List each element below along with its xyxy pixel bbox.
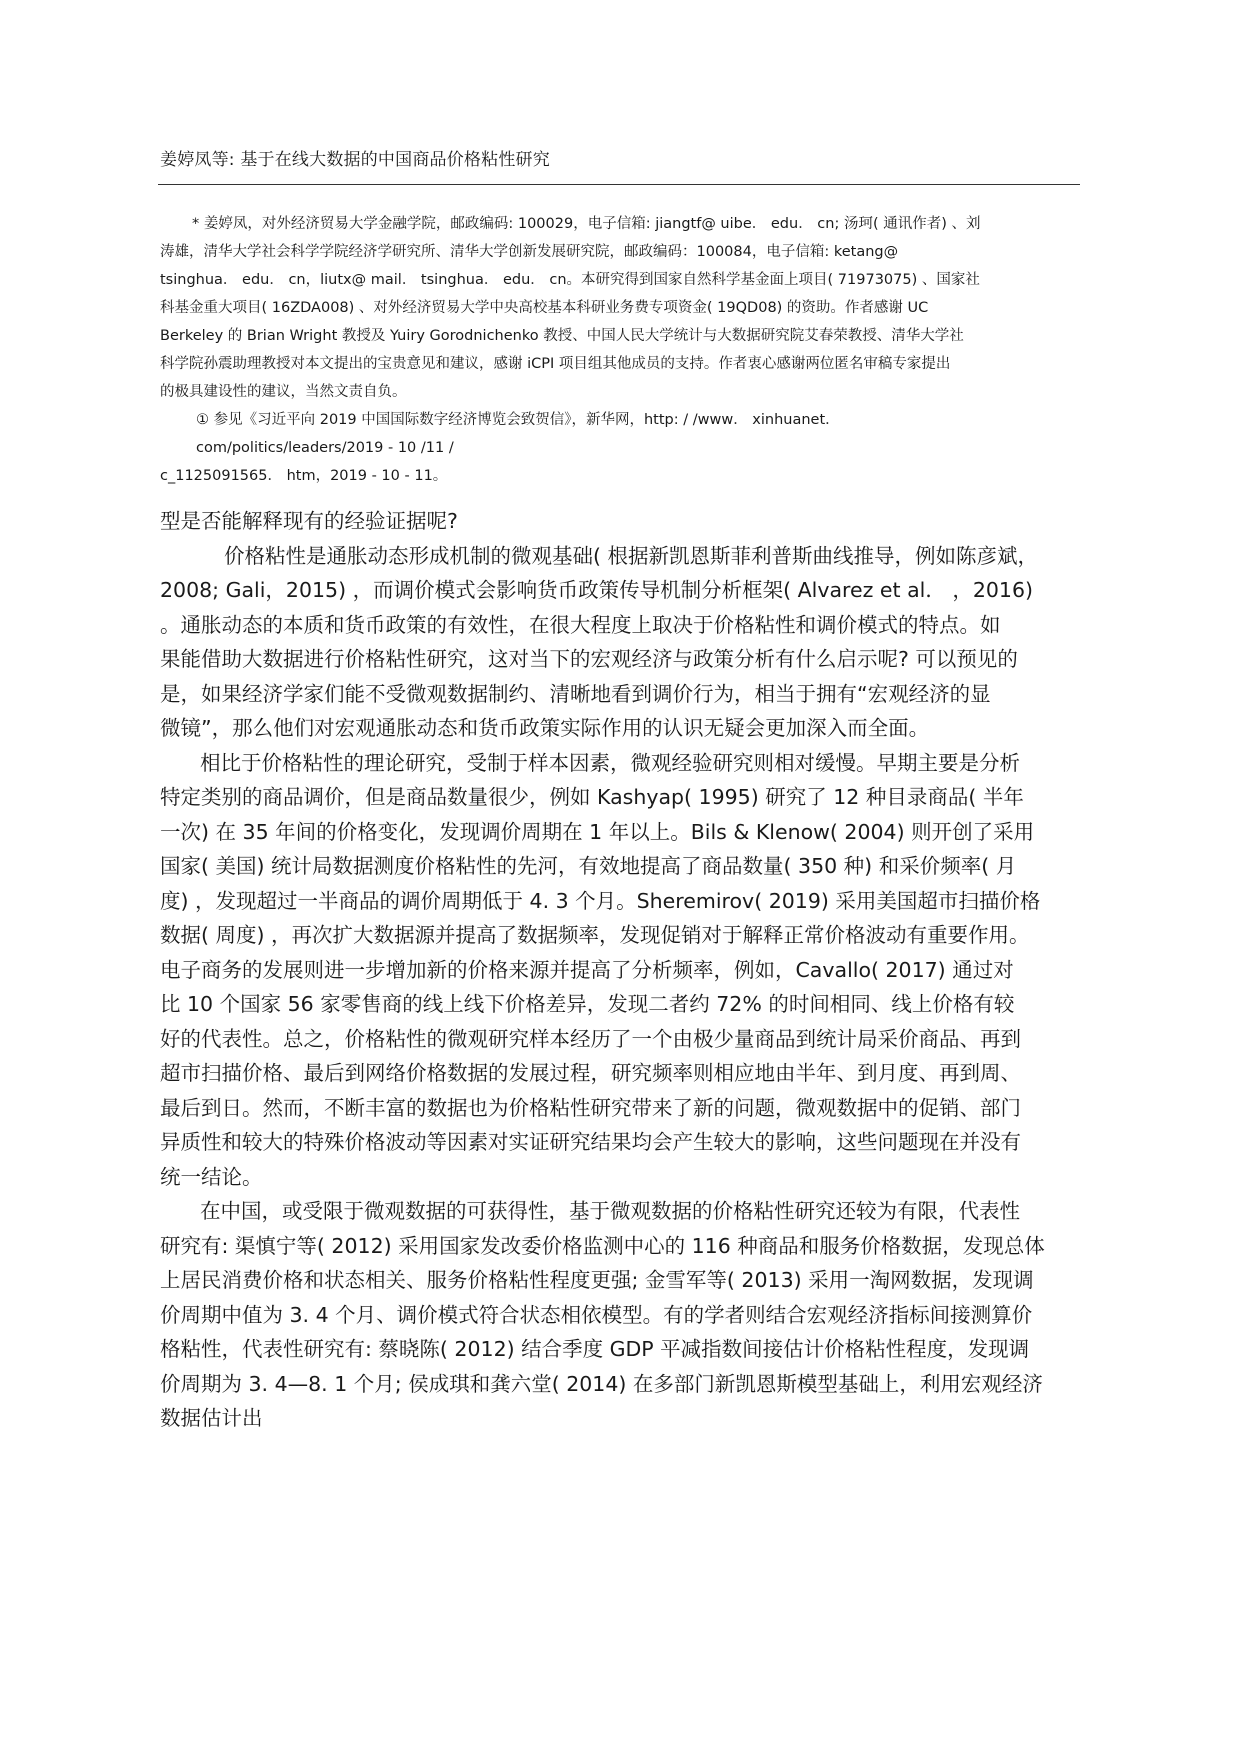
paragraph-line: 相比于价格粘性的理论研究，受制于样本因素，微观经验研究则相对缓慢。早期主要是分析 <box>200 750 1020 775</box>
paragraph-line: 研究有: 渠慎宁等( 2012) 采用国家发改委价格监测中心的 116 种商品和服务价格数据，发现总体 <box>160 1233 1045 1258</box>
paragraph-line: 。通胀动态的本质和货币政策的有效性，在很大程度上取决于价格粘性和调价模式的特点。如 <box>160 612 1001 637</box>
author-note-line: 涛雄，清华大学社会科学学院经济学研究所、清华大学创新发展研究院，邮政编码：100084，电子信箱: ketang@ <box>160 244 899 260</box>
paragraph-line: 上居民消费价格和状态相关、服务价格粘性程度更强; 金雪军等( 2013) 采用一淘网数据，发现调 <box>160 1268 1034 1292</box>
paragraph-line: 数据( 周度) ，再次扩大数据源并提高了数据频率，发现促销对于解释正常价格波动有重要作用。 <box>160 923 1030 947</box>
author-note-line: Berkeley 的 Brian Wright 教授及 Yuiry Gorodnichenko 教授、中国人民大学统计与大数据研究院艾春荣教授、清华大学社 <box>160 328 964 344</box>
paragraph-3 <box>160 1194 1080 1436</box>
paragraph-line: 电子商务的发展则进一步增加新的价格来源并提高了分析频率，例如，Cavallo( 2017) 通过对 <box>160 957 1014 982</box>
paragraph-line: 微镜”，那么他们对宏观通胀动态和货币政策实际作用的认识无疑会更加深入而全面。 <box>160 716 930 740</box>
paragraph-line: 度) ，发现超过一半商品的调价周期低于 4. 3 个月。Sheremirov( 2019) 采用美国超市扫描价格 <box>160 888 1041 913</box>
footnote-1-line: com/politics/leaders/2019 - 10 /11 / <box>196 440 454 456</box>
paragraph-line: 异质性和较大的特殊价格波动等因素对实证研究结果均会产生较大的影响，这些问题现在并没有 <box>160 1130 1021 1154</box>
paragraph-2 <box>160 746 1080 1195</box>
author-note-line: 科学院孙震助理教授对本文提出的宝贵意见和建议，感谢 iCPI 项目组其他成员的支持。作者衷心感谢两位匿名审稿专家提出 <box>160 356 951 372</box>
lead-line: 型是否能解释现有的经验证据呢? <box>160 509 458 533</box>
paragraph-line: 超市扫描价格、最后到网络价格数据的发展过程，研究频率则相应地由半年、到月度、再到周、 <box>160 1061 1021 1085</box>
paragraph-line: 好的代表性。总之，价格粘性的微观研究样本经历了一个由极少量商品到统计局采价商品、再到 <box>160 1026 1021 1051</box>
paragraph-line: 价周期为 3. 4—8. 1 个月; 侯成琪和龚六堂( 2014) 在多部门新凯恩斯模型基础上，利用宏观经济 <box>160 1371 1043 1396</box>
paragraph-line: 价周期中值为 3. 4 个月、调价模式符合状态相依模型。有的学者则结合宏观经济指标间接测算价 <box>160 1302 1033 1327</box>
running-header: 姜婷凤等: 基于在线大数据的中国商品价格粘性研究 <box>160 150 550 170</box>
paragraph-line: 统一结论。 <box>160 1164 263 1189</box>
paragraph-line: 比 10 个国家 56 家零售商的线上线下价格差异，发现二者约 72% 的时间相同、线上价格有较 <box>160 992 1015 1016</box>
author-note-line: 科基金重大项目( 16ZDA008) 、对外经济贸易大学中央高校基本科研业务费专项资金( 19QD08) 的资助。作者感谢 UC <box>160 300 929 316</box>
header-rule <box>158 184 1080 185</box>
author-note-line: * 姜婷凤，对外经济贸易大学金融学院，邮政编码: 100029，电子信箱: jiangtf@ uibe． edu． cn; 汤珂( 通讯作者) 、刘 <box>192 216 981 232</box>
paragraph-line: 价格粘性是通胀动态形成机制的微观基础( 根据新凯恩斯菲利普斯曲线推导，例如陈彦斌， <box>224 543 1039 568</box>
paragraph-1 <box>160 539 1080 746</box>
paragraph-line: 是，如果经济学家们能不受微观数据制约、清晰地看到调价行为，相当于拥有“宏观经济的显 <box>160 681 991 706</box>
paragraph-line: 果能借助大数据进行价格粘性研究，这对当下的宏观经济与政策分析有什么启示呢? 可以预见的 <box>160 647 1018 671</box>
paragraph-line: 最后到日。然而，不断丰富的数据也为价格粘性研究带来了新的问题，微观数据中的促销、部门 <box>160 1095 1021 1120</box>
paragraph-line: 国家( 美国) 统计局数据测度价格粘性的先河，有效地提高了商品数量( 350 种) 和采价频率( 月 <box>160 854 1017 878</box>
footnote-1-url-tail: c_1125091565． htm，2019 - 10 - 11。 <box>160 468 448 484</box>
paragraph-line: 在中国，或受限于微观数据的可获得性，基于微观数据的价格粘性研究还较为有限，代表性 <box>200 1199 1020 1223</box>
paragraph-line: 特定类别的商品调价，但是商品数量很少，例如 Kashyap( 1995) 研究了 12 种目录商品( 半年 <box>160 785 1024 809</box>
body-text <box>160 504 1080 1436</box>
paragraph-line: 数据估计出 <box>160 1406 263 1430</box>
footnotes <box>160 210 1078 490</box>
paragraph-line: 一次) 在 35 年间的价格变化，发现调价周期在 1 年以上。Bils & Klenow( 2004) 则开创了采用 <box>160 819 1035 844</box>
author-note-line: tsinghua． edu． cn，liutx@ mail． tsinghua． edu． cn。本研究得到国家自然科学基金面上项目( 71973075) 、国家社 <box>160 272 980 288</box>
paragraph-line: 2008; Gali，2015) ，而调价模式会影响货币政策传导机制分析框架( Alvarez et al． ，2016) <box>160 578 1034 602</box>
footnote-1-line: ① 参见《习近平向 2019 中国国际数字经济博览会致贺信》，新华网，http: / /www． xinhuanet． <box>196 412 840 428</box>
paragraph-line: 格粘性，代表性研究有: 蔡晓陈( 2012) 结合季度 GDP 平减指数间接估计价格粘性程度，发现调 <box>160 1337 1030 1361</box>
author-note-line: 的极具建设性的建议，当然文责自负。 <box>160 384 407 400</box>
